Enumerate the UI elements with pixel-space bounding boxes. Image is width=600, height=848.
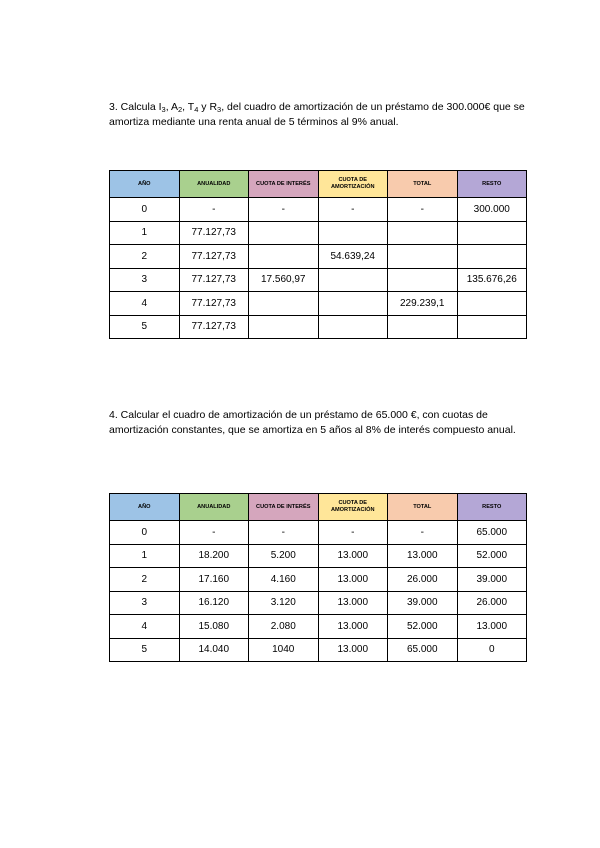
cell-anualidad: 77.127,73 [179,292,249,316]
table-row [110,615,527,639]
cell-ano: 5 [110,315,180,339]
cell-resto: 65.000 [457,521,527,545]
cell-cuota-interes: 2.080 [249,615,319,639]
table-row [110,198,527,222]
cell-total: - [388,521,458,545]
cell-anualidad: 18.200 [179,544,249,568]
table-header-row [110,171,527,198]
cell-ano: 3 [110,591,180,615]
header-ano: AÑO [110,171,180,198]
header-resto: RESTO [457,494,527,521]
cell-anualidad: - [179,198,249,222]
cell-anualidad: 17.160 [179,568,249,592]
cell-cuota-amortizacion: 54.639,24 [318,245,388,269]
cell-cuota-interes: - [249,198,319,222]
cell-cuota-interes [249,292,319,316]
header-cuota-interes: CUOTA DE INTERÉS [249,171,319,198]
cell-cuota-interes [249,315,319,339]
cell-resto [457,315,527,339]
cell-ano: 1 [110,544,180,568]
header-cuota-amortizacion: CUOTA DE AMORTIZACIÓN [318,494,388,521]
cell-ano: 5 [110,638,180,662]
cell-resto: 39.000 [457,568,527,592]
cell-resto: 300.000 [457,198,527,222]
cell-total: 65.000 [388,638,458,662]
table-row [110,544,527,568]
cell-cuota-interes: 3.120 [249,591,319,615]
cell-cuota-amortizacion [318,268,388,292]
cell-total: 52.000 [388,615,458,639]
cell-cuota-interes [249,221,319,245]
cell-cuota-amortizacion: 13.000 [318,591,388,615]
cell-cuota-amortizacion: 13.000 [318,568,388,592]
cell-cuota-amortizacion: 13.000 [318,615,388,639]
cell-cuota-interes: 4.160 [249,568,319,592]
header-cuota-interes: CUOTA DE INTERÉS [249,494,319,521]
cell-cuota-interes [249,245,319,269]
header-ano: AÑO [110,494,180,521]
cell-resto: 0 [457,638,527,662]
table-row [110,521,527,545]
table-row [110,268,527,292]
amortization-table-4 [109,493,527,662]
cell-total: - [388,198,458,222]
table-row [110,638,527,662]
header-anualidad: ANUALIDAD [179,494,249,521]
cell-cuota-amortizacion [318,292,388,316]
cell-anualidad: 16.120 [179,591,249,615]
cell-resto: 135.676,26 [457,268,527,292]
cell-ano: 2 [110,568,180,592]
header-resto: RESTO [457,171,527,198]
cell-anualidad: 15.080 [179,615,249,639]
table-row [110,221,527,245]
cell-ano: 0 [110,198,180,222]
cell-total [388,245,458,269]
cell-anualidad: 77.127,73 [179,245,249,269]
cell-ano: 2 [110,245,180,269]
cell-cuota-amortizacion: - [318,521,388,545]
cell-ano: 3 [110,268,180,292]
cell-total: 229.239,1 [388,292,458,316]
cell-anualidad: 77.127,73 [179,315,249,339]
header-total: TOTAL [388,171,458,198]
cell-anualidad: 14.040 [179,638,249,662]
header-anualidad: ANUALIDAD [179,171,249,198]
cell-cuota-interes: - [249,521,319,545]
cell-resto: 26.000 [457,591,527,615]
cell-cuota-interes: 1040 [249,638,319,662]
cell-cuota-amortizacion: - [318,198,388,222]
cell-cuota-amortizacion: 13.000 [318,638,388,662]
cell-resto [457,245,527,269]
cell-cuota-amortizacion: 13.000 [318,544,388,568]
cell-cuota-interes: 17.560,97 [249,268,319,292]
cell-cuota-interes: 5.200 [249,544,319,568]
cell-total [388,221,458,245]
header-total: TOTAL [388,494,458,521]
problem-4-statement: 4. Calcular el cuadro de amortización de un préstamo de 65.000 €, con cuotas de amortización constantes, que se amortiza en 5 años al 8% de interés compuesto anual. [109,409,516,436]
table-header-row [110,494,527,521]
cell-ano: 1 [110,221,180,245]
cell-anualidad: - [179,521,249,545]
problem-3-statement: 3. Calcula $I_3$, $A_2$, $T_4$ y $R_3$, del cuadro de amortización de un préstamo de 300.000€ que se amortiza mediante una renta anual de 5 términos al 9% anual. [109,101,525,128]
cell-total: 39.000 [388,591,458,615]
cell-ano: 0 [110,521,180,545]
amortization-table-3 [109,170,527,339]
cell-resto: 52.000 [457,544,527,568]
cell-cuota-amortizacion [318,221,388,245]
table-row [110,245,527,269]
header-cuota-amortizacion: CUOTA DE AMORTIZACIÓN [318,171,388,198]
cell-ano: 4 [110,615,180,639]
cell-total: 26.000 [388,568,458,592]
cell-resto [457,292,527,316]
cell-anualidad: 77.127,73 [179,268,249,292]
cell-ano: 4 [110,292,180,316]
cell-total [388,315,458,339]
table-row [110,292,527,316]
cell-total [388,268,458,292]
cell-anualidad: 77.127,73 [179,221,249,245]
cell-resto: 13.000 [457,615,527,639]
cell-resto [457,221,527,245]
cell-total: 13.000 [388,544,458,568]
table-row [110,591,527,615]
table-row [110,315,527,339]
cell-cuota-amortizacion [318,315,388,339]
table-row [110,568,527,592]
